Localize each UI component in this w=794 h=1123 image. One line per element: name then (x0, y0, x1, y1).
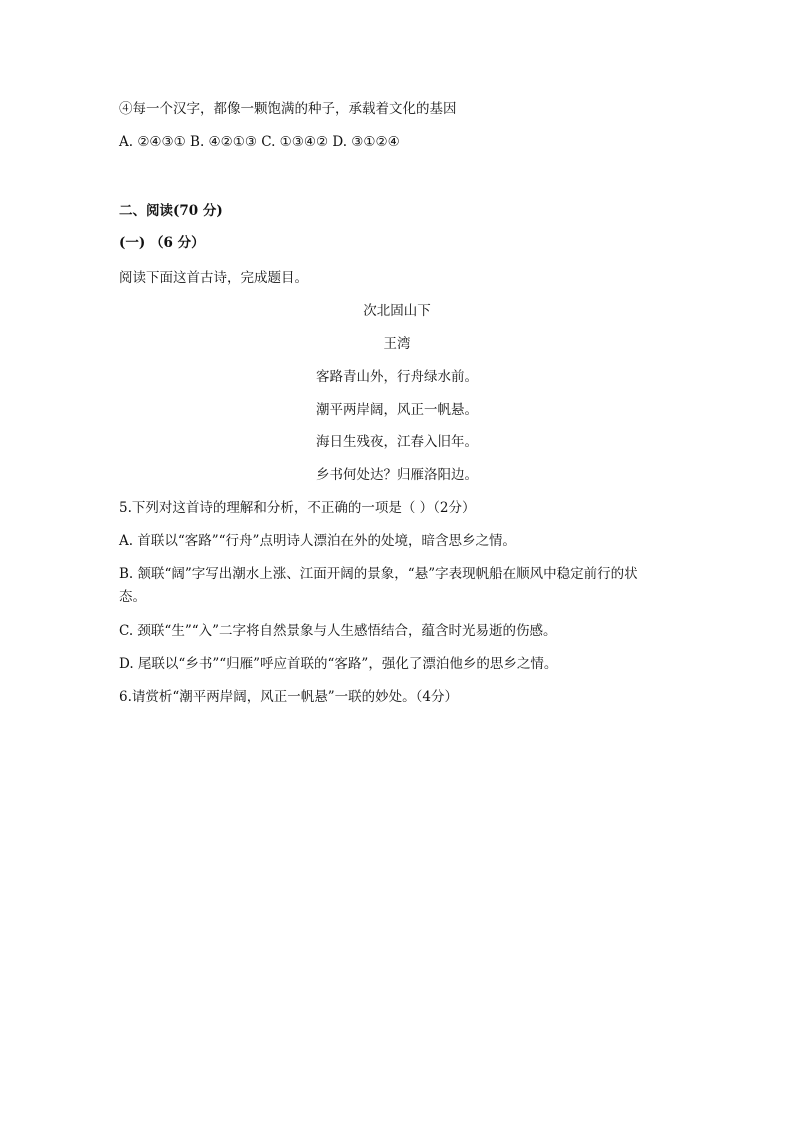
sentence-item-4: ④每一个汉字，都像一颗饱满的种子，承载着文化的基因 (119, 101, 457, 117)
question-5-option-d: D. 尾联以“乡书”“归雁”呼应首联的“客路”，强化了漂泊他乡的思乡之情。 (119, 656, 558, 672)
section-subtitle: (一) （6 分） (119, 235, 205, 251)
question-6: 6.请赏析“潮平两岸阔，风正一帆悬”一联的妙处。（4分） (119, 689, 459, 705)
poem-line: 乡书何处达？归雁洛阳边。 (316, 467, 478, 483)
question-5-option-a: A. 首联以“客路”“行舟”点明诗人漂泊在外的处境，暗含思乡之情。 (119, 533, 516, 549)
poem-line: 潮平两岸阔，风正一帆悬。 (316, 402, 478, 418)
question-5: 5.下列对这首诗的理解和分析，不正确的一项是（ ）（2分） (119, 500, 476, 516)
poem-line: 客路青山外，行舟绿水前。 (316, 369, 478, 385)
poem-line: 海日生残夜，江春入旧年。 (316, 434, 478, 450)
question-5-option-b: B. 颔联“阔”字写出潮水上涨、江面开阔的景象，“悬”字表现帆船在顺风中稳定前行的状态。 (119, 566, 638, 605)
poem-author: 王湾 (383, 336, 411, 352)
reading-instruction: 阅读下面这首古诗，完成题目。 (119, 270, 308, 286)
section-title: 二、阅读(70 分) (119, 203, 223, 219)
poem-title: 次北固山下 (363, 303, 431, 319)
question-5-option-c: C. 颈联“生”“入”二字将自然景象与人生感悟结合，蕴含时光易逝的伤感。 (119, 623, 557, 639)
answer-options: A. ②④③① B. ④②①③ C. ①③④② D. ③①②④ (119, 134, 400, 150)
